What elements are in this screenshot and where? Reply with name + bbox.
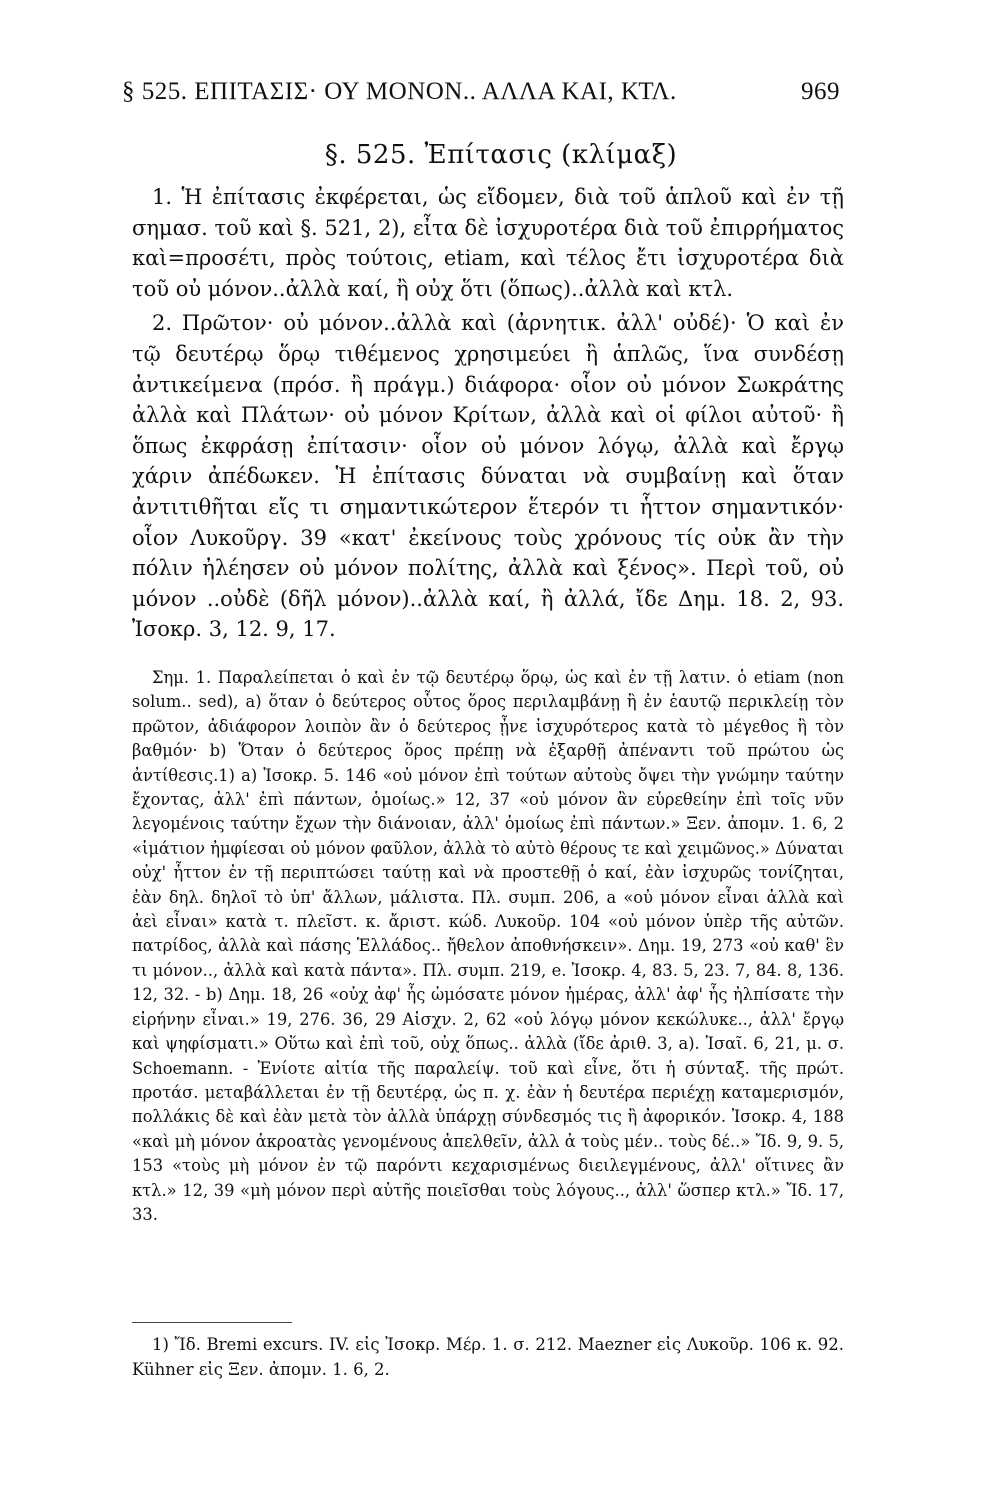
- section-title: §. 525. Ἐπίτασις (κλίμαξ): [324, 140, 678, 170]
- paragraph-1: 1. Ἡ ἐπίτασις ἐκφέρεται, ὡς εἴδομεν, διὰ τοῦ ἁπλοῦ καὶ ἐν τῇ σημασ. τοῦ καὶ §. 521, 2), εἶτα δὲ ἰσχυροτέρα διὰ τοῦ ἐπιρρήματος καὶ=προσέτι, πρὸς τούτοις, etiam, καὶ τέλος ἔτι ἰσχυροτέρα διὰ τοῦ οὐ μόνον..ἀλλὰ καί, ἢ οὐχ ὅτι (ὅπως)..ἀλλὰ καὶ κτλ.: [132, 185, 844, 301]
- main-text: [132, 182, 844, 645]
- running-head: [122, 78, 840, 118]
- remark-note: [132, 666, 844, 1227]
- running-head-title: § 525. ΕΠΙΤΑΣΙΣ· ΟΥ ΜΟΝΟΝ.. ΑΛΛΑ ΚΑΙ, ΚΤΛ.: [122, 78, 677, 105]
- footnote-divider: [132, 1322, 292, 1323]
- footnote-text: 1) Ἴδ. Bremi excurs. IV. εἰς Ἰσοκρ. Μέρ. 1. σ. 212. Maezner εἰς Λυκοῦρ. 106 κ. 92. Kühner εἰς Ξεν. ἀπομν. 1. 6, 2.: [132, 1335, 844, 1379]
- paragraph-2: 2. Πρῶτον· οὐ μόνον..ἀλλὰ καὶ (ἀρνητικ. ἀλλ' οὐδέ)· Ὁ καὶ ἐν τῷ δευτέρῳ ὅρῳ τιθέμενος χρησιμεύει ἢ ἁπλῶς, ἵνα συνδέσῃ ἀντικείμενα (πρόσ. ἢ πράγμ.) διάφορα· οἷον οὐ μόνον Σωκράτης ἀλλὰ καὶ Πλάτων· οὐ μόνον Κρίτων, ἀλλὰ καὶ οἱ φίλοι αὐτοῦ· ἢ ὅπως ἐκφράσῃ ἐπίτασιν· οἷον οὐ μόνον λόγῳ, ἀλλὰ καὶ ἔργῳ χάριν ἀπέδωκεν. Ἡ ἐπίτασις δύναται νὰ συμβαίνῃ καὶ ὅταν ἀντιτιθῆται εἴς τι σημαντικώτερον ἕτερόν τι ἧττον σημαντικόν· οἷον Λυκοῦργ. 39 «κατ' ἐκείνους τοὺς χρόνους τίς οὐκ ἂν τὴν πόλιν ἠλέησεν οὐ μόνον πολίτης, ἀλλὰ καὶ ξένος». Περὶ τοῦ, οὐ μόνον ..οὐδὲ (δῆλ μόνον)..ἀλλὰ καί, ἢ ἀλλά, ἴδε Δημ. 18. 2, 93. Ἰσοκρ. 3, 12. 9, 17.: [132, 311, 844, 642]
- footnote: [132, 1332, 844, 1382]
- page-number: 969: [801, 78, 840, 105]
- remark-text: Σημ. 1. Παραλείπεται ὁ καὶ ἐν τῷ δευτέρῳ ὅρῳ, ὡς καὶ ἐν τῇ λατιν. ὁ etiam (non solum.. sed), a) ὅταν ὁ δεύτερος οὗτος ὅρος περιλαμβάνῃ ἢ ἐν ἑαυτῷ περικλείῃ τὸν πρῶτον, ἀδιάφορον λοιπὸν ἂν ὁ δεύτερος ᾖνε ἰσχυρότερος κατὰ τὸ μέγεθος ἢ τὸν βαθμόν· b) Ὅταν ὁ δεύτερος ὅρος πρέπῃ νὰ ἐξαρθῇ ἀπέναντι τοῦ πρώτου ὡς ἀντίθεσις.1) a) Ἰσοκρ. 5. 146 «οὐ μόνον ἐπὶ τούτων αὐτοὺς ὄψει τὴν γνώμην ταύτην ἔχοντας, ἀλλ' ἐπὶ πάντων, ὁμοίως.» 12, 37 «οὐ μόνον ἂν εὑρεθείην ἐπὶ τοῖς νῦν λεγομένοις ταύτην ἔχων τὴν διάνοιαν, ἀλλ' ὁμοίως ἐπὶ πάντων.» Ξεν. ἀπομν. 1. 6, 2 «ἱμάτιον ἠμφίεσαι οὐ μόνον φαῦλον, ἀλλὰ τὸ αὐτὸ θέρους τε καὶ χειμῶνος.» Δύναται οὐχ' ἧττον ἐν τῇ περιπτώσει ταύτῃ καὶ νὰ προστεθῇ ὁ καί, ἐὰν ἰσχυρῶς τονίζηται, ἐὰν δηλ. δηλοῖ τὸ ὑπ' ἄλλων, μάλιστα. Πλ. συμπ. 206, a «οὐ μόνον εἶναι ἀλλὰ καὶ ἀεὶ εἶναι» κατὰ τ. πλεῖστ. κ. ἄριστ. κώδ. Λυκοῦρ. 104 «οὐ μόνον ὑπὲρ τῆς αὐτῶν. πατρίδος, ἀλλὰ καὶ πάσης Ἑλλάδος.. ἤθελον ἀποθνήσκειν». Δημ. 19, 273 «οὐ καθ' ἓν τι μόνον.., ἀλλὰ καὶ κατὰ πάντα». Πλ. συμπ. 219, e. Ἰσοκρ. 4, 83. 5, 23. 7, 84. 8, 136. 12, 32. - b) Δημ. 18, 26 «οὐχ ἀφ' ἧς ὠμόσατε μόνον ἡμέρας, ἀλλ' ἀφ' ἧς ἠλπίσατε τὴν εἰρήνην εἶναι.» 19, 276. 36, 29 Αἰσχν. 2, 62 «οὐ λόγῳ μόνον κεκώλυκε.., ἀλλ' ἔργῳ καὶ ψηφίσματι.» Οὕτω καὶ ἐπὶ τοῦ, οὐχ ὅπως.. ἀλλὰ (ἴδε ἀριθ. 3, a). Ἰσαῖ. 6, 21, μ. σ. Schoemann. - Ἐνίοτε αἰτία τῆς παραλείψ. τοῦ καὶ εἶνε, ὅτι ἡ σύνταξ. τῆς πρώτ. προτάσ. μεταβάλλεται ἐν τῇ δευτέρᾳ, ὡς π. χ. ἐὰν ἡ δευτέρα περιέχῃ καταμερισμόν, πολλάκις δὲ καὶ ἐὰν μετὰ τὸν ἀλλὰ ὑπάρχῃ σύνδεσμός τις ἢ ἀφορικόν. Ἰσοκρ. 4, 188 «καὶ μὴ μόνον ἀκροατὰς γενομένους ἀπελθεῖν, ἀλλ ἀ τοὺς μέν.. τοὺς δέ..» Ἴδ. 9, 9. 5, 153 «τοὺς μὴ μόνον ἐν τῷ παρόντι κεχαρισμένως διειλεγμένους, ἀλλ' οἵτινες ἂν κτλ.» 12, 39 «μὴ μόνον περὶ αὐτῆς ποιεῖσθαι τοὺς λόγους.., ἀλλ' ὥσπερ κτλ.» Ἴδ. 17, 33.: [132, 668, 844, 1224]
